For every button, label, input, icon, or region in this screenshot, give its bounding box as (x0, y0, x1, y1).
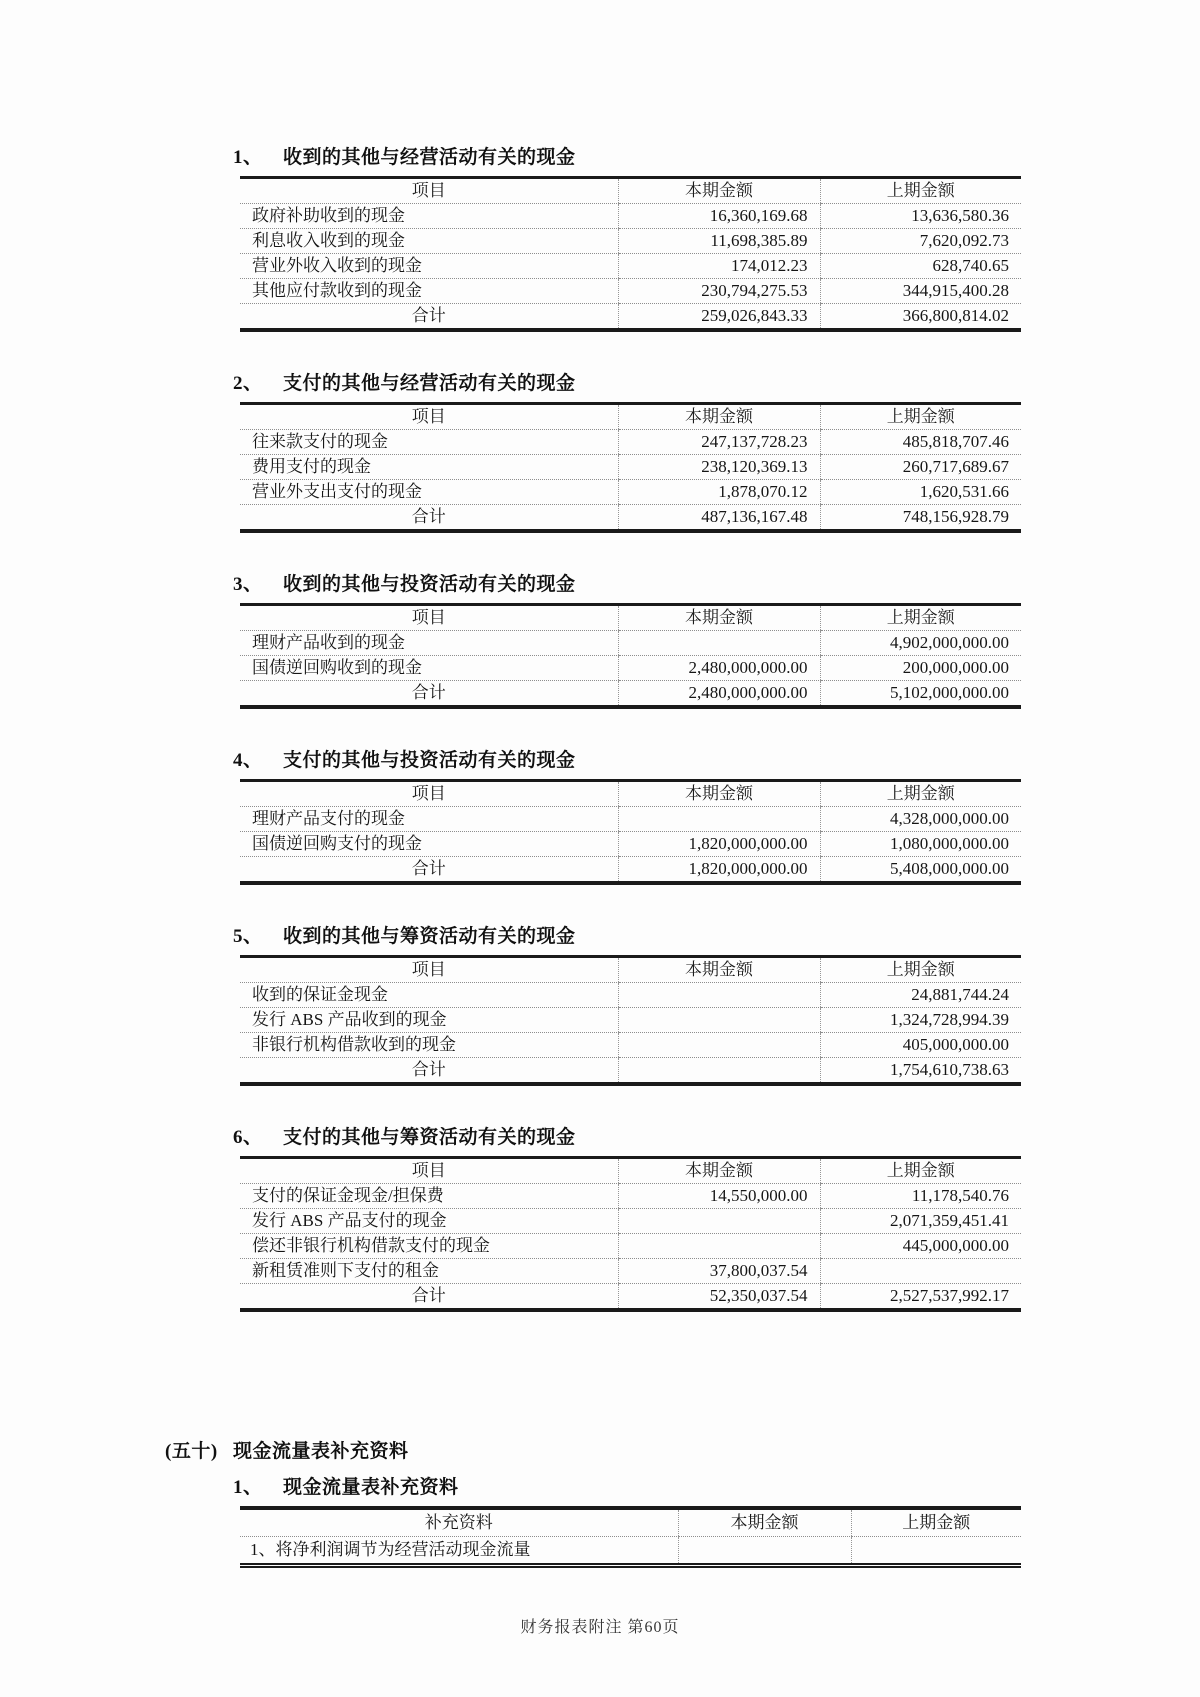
section-heading (233, 1126, 1023, 1149)
supplement-section-number: (五十) (165, 1441, 218, 1462)
cell-item: 理财产品支付的现金 (240, 807, 618, 832)
cell-item: 合计 (411, 859, 446, 878)
cell-current-amount (618, 1033, 820, 1058)
section-heading (233, 146, 1023, 169)
cell-current-amount: 1,878,070.12 (618, 480, 820, 505)
cell-previous-amount: 4,328,000,000.00 (820, 807, 1021, 832)
table-header-row (240, 178, 1021, 204)
cell-current-amount: 2,480,000,000.00 (618, 656, 820, 681)
section-title: 收到的其他与经营活动有关的现金 (283, 147, 576, 168)
table-body (240, 983, 1021, 1085)
section-heading (233, 372, 1023, 395)
table-row (240, 480, 1021, 505)
column-header-current: 本期金额 (618, 605, 820, 631)
cell-previous-amount: 2,071,359,451.41 (820, 1209, 1021, 1234)
supplement-column-header-item: 补充资料 (240, 1508, 678, 1537)
cash-flow-table (240, 779, 1021, 885)
cell-previous-amount: 1,620,531.66 (820, 480, 1021, 505)
cell-previous-amount: 1,080,000,000.00 (820, 832, 1021, 857)
table-row (240, 631, 1021, 656)
cell-previous-amount (820, 1259, 1021, 1284)
cell-item: 新租赁准则下支付的租金 (240, 1259, 618, 1284)
cell-current-amount (618, 1209, 820, 1234)
cell-current-amount (618, 983, 820, 1008)
section-number: 3、 (233, 574, 263, 595)
cell-previous-amount: 1,754,610,738.63 (820, 1058, 1021, 1085)
supplement-table (240, 1506, 1021, 1568)
section-title: 收到的其他与投资活动有关的现金 (283, 574, 576, 595)
column-header-previous: 上期金额 (820, 1158, 1021, 1184)
note-section (233, 146, 1023, 332)
column-header-item: 项目 (240, 178, 618, 204)
supplement-section (0, 1440, 1200, 1568)
cell-current-amount: 487,136,167.48 (618, 505, 820, 532)
page-footer (0, 1614, 1200, 1637)
section-number: 6、 (233, 1127, 263, 1148)
cell-item: 合计 (411, 1286, 446, 1305)
cell-previous-amount: 485,818,707.46 (820, 430, 1021, 455)
cell-previous-amount: 2,527,537,992.17 (820, 1284, 1021, 1311)
cash-flow-table (240, 955, 1021, 1086)
note-section (233, 372, 1023, 533)
cell-item: 非银行机构借款收到的现金 (240, 1033, 618, 1058)
table-row (240, 656, 1021, 681)
cell-previous-amount: 366,800,814.02 (820, 304, 1021, 331)
cell-current-amount: 174,012.23 (618, 254, 820, 279)
table-body (240, 807, 1021, 884)
cell-item: 支付的保证金现金/担保费 (240, 1184, 618, 1209)
cell-previous-amount: 748,156,928.79 (820, 505, 1021, 532)
table-body (240, 631, 1021, 708)
section-title: 支付的其他与投资活动有关的现金 (283, 750, 576, 771)
supplement-subsection (233, 1476, 1023, 1568)
table-row (240, 229, 1021, 254)
column-header-current: 本期金额 (618, 957, 820, 983)
total-row (240, 1058, 1021, 1085)
cell-current-amount (678, 1537, 851, 1566)
cell-item: 往来款支付的现金 (240, 430, 618, 455)
cash-flow-sections (0, 146, 1200, 1312)
cell-previous-amount: 7,620,092.73 (820, 229, 1021, 254)
table-row (240, 807, 1021, 832)
table-row (240, 254, 1021, 279)
section-title: 支付的其他与筹资活动有关的现金 (283, 1127, 576, 1148)
cell-current-amount (618, 1058, 820, 1085)
table-body (240, 430, 1021, 532)
cell-current-amount: 37,800,037.54 (618, 1259, 820, 1284)
cell-item: 合计 (411, 1060, 446, 1079)
cell-previous-amount: 13,636,580.36 (820, 204, 1021, 229)
column-header-previous: 上期金额 (820, 781, 1021, 807)
cell-current-amount: 230,794,275.53 (618, 279, 820, 304)
total-row (240, 304, 1021, 331)
table-row (240, 1008, 1021, 1033)
cell-previous-amount: 200,000,000.00 (820, 656, 1021, 681)
cell-item: 发行 ABS 产品支付的现金 (240, 1209, 618, 1234)
cell-current-amount: 14,550,000.00 (618, 1184, 820, 1209)
cash-flow-table (240, 1156, 1021, 1312)
cell-current-amount: 16,360,169.68 (618, 204, 820, 229)
cash-flow-table (240, 603, 1021, 709)
table-header-row (240, 1158, 1021, 1184)
cell-previous-amount: 5,408,000,000.00 (820, 857, 1021, 884)
note-section (233, 1126, 1023, 1312)
cell-item: 营业外收入收到的现金 (240, 254, 618, 279)
cell-current-amount: 11,698,385.89 (618, 229, 820, 254)
cell-previous-amount: 344,915,400.28 (820, 279, 1021, 304)
column-header-current: 本期金额 (618, 404, 820, 430)
column-header-current: 本期金额 (618, 1158, 820, 1184)
table-header-row (240, 404, 1021, 430)
table-row (240, 455, 1021, 480)
section-title: 收到的其他与筹资活动有关的现金 (283, 926, 576, 947)
column-header-current: 本期金额 (618, 781, 820, 807)
column-header-current: 本期金额 (618, 178, 820, 204)
cell-item: 理财产品收到的现金 (240, 631, 618, 656)
table-header-row (240, 957, 1021, 983)
section-number: 2、 (233, 373, 263, 394)
cell-item: 1、将净利润调节为经营活动现金流量 (250, 1540, 531, 1559)
column-header-previous: 上期金额 (820, 178, 1021, 204)
cell-current-amount: 247,137,728.23 (618, 430, 820, 455)
cell-previous-amount (851, 1537, 1021, 1566)
table-row (240, 1209, 1021, 1234)
cash-flow-table (240, 176, 1021, 332)
column-header-item: 项目 (240, 605, 618, 631)
supplement-column-header-previous: 上期金额 (851, 1508, 1021, 1537)
supplement-section-title: 现金流量表补充资料 (233, 1441, 409, 1462)
note-section (233, 925, 1023, 1086)
supplement-column-header-current: 本期金额 (678, 1508, 851, 1537)
cell-item: 政府补助收到的现金 (240, 204, 618, 229)
cell-previous-amount: 11,178,540.76 (820, 1184, 1021, 1209)
table-row (240, 1234, 1021, 1259)
section-heading (233, 749, 1023, 772)
cell-current-amount (618, 631, 820, 656)
table-row (240, 1259, 1021, 1284)
page-footer-text: 财务报表附注 第60页 (520, 1619, 680, 1636)
column-header-item: 项目 (240, 404, 618, 430)
table-row (240, 1184, 1021, 1209)
column-header-previous: 上期金额 (820, 957, 1021, 983)
cell-current-amount: 259,026,843.33 (618, 304, 820, 331)
column-header-previous: 上期金额 (820, 404, 1021, 430)
cell-item: 其他应付款收到的现金 (240, 279, 618, 304)
cell-previous-amount: 4,902,000,000.00 (820, 631, 1021, 656)
cell-current-amount: 238,120,369.13 (618, 455, 820, 480)
cell-current-amount: 1,820,000,000.00 (618, 857, 820, 884)
cell-item: 合计 (411, 683, 446, 702)
note-section (233, 573, 1023, 709)
table-row (240, 832, 1021, 857)
cell-previous-amount: 260,717,689.67 (820, 455, 1021, 480)
cell-item: 偿还非银行机构借款支付的现金 (240, 1234, 618, 1259)
note-section (233, 749, 1023, 885)
supplement-table-body (240, 1537, 1021, 1566)
cell-current-amount (618, 807, 820, 832)
cell-item: 合计 (411, 306, 446, 325)
table-header-row (240, 605, 1021, 631)
section-heading (233, 573, 1023, 596)
section-heading (233, 925, 1023, 948)
table-row (240, 1537, 1021, 1566)
table-row (240, 983, 1021, 1008)
cell-item: 合计 (411, 507, 446, 526)
column-header-item: 项目 (240, 1158, 618, 1184)
cell-previous-amount: 5,102,000,000.00 (820, 681, 1021, 708)
section-title: 支付的其他与经营活动有关的现金 (283, 373, 576, 394)
table-body (240, 1184, 1021, 1311)
supplement-header-row (240, 1508, 1021, 1537)
cell-previous-amount: 1,324,728,994.39 (820, 1008, 1021, 1033)
column-header-previous: 上期金额 (820, 605, 1021, 631)
table-header-row (240, 781, 1021, 807)
cash-flow-table (240, 402, 1021, 533)
cell-item: 利息收入收到的现金 (240, 229, 618, 254)
cell-current-amount (618, 1234, 820, 1259)
cell-current-amount: 52,350,037.54 (618, 1284, 820, 1311)
column-header-item: 项目 (240, 957, 618, 983)
cell-item: 国债逆回购支付的现金 (240, 832, 618, 857)
table-row (240, 1033, 1021, 1058)
cell-previous-amount: 628,740.65 (820, 254, 1021, 279)
cell-item: 费用支付的现金 (240, 455, 618, 480)
cell-item: 国债逆回购收到的现金 (240, 656, 618, 681)
supplement-sub-title: 现金流量表补充资料 (283, 1477, 459, 1498)
cell-previous-amount: 24,881,744.24 (820, 983, 1021, 1008)
cell-item: 发行 ABS 产品收到的现金 (240, 1008, 618, 1033)
section-number: 4、 (233, 750, 263, 771)
cell-current-amount: 2,480,000,000.00 (618, 681, 820, 708)
cell-previous-amount: 405,000,000.00 (820, 1033, 1021, 1058)
supplement-subheading (233, 1476, 1023, 1499)
supplement-heading (165, 1440, 1200, 1464)
total-row (240, 1284, 1021, 1311)
cell-current-amount (618, 1008, 820, 1033)
cell-current-amount: 1,820,000,000.00 (618, 832, 820, 857)
total-row (240, 681, 1021, 708)
table-body (240, 204, 1021, 331)
total-row (240, 857, 1021, 884)
column-header-item: 项目 (240, 781, 618, 807)
section-number: 1、 (233, 147, 263, 168)
table-row (240, 430, 1021, 455)
table-row (240, 204, 1021, 229)
cell-item: 营业外支出支付的现金 (240, 480, 618, 505)
supplement-sub-number: 1、 (233, 1477, 263, 1498)
cell-item: 收到的保证金现金 (240, 983, 618, 1008)
section-number: 5、 (233, 926, 263, 947)
total-row (240, 505, 1021, 532)
table-row (240, 279, 1021, 304)
cell-previous-amount: 445,000,000.00 (820, 1234, 1021, 1259)
